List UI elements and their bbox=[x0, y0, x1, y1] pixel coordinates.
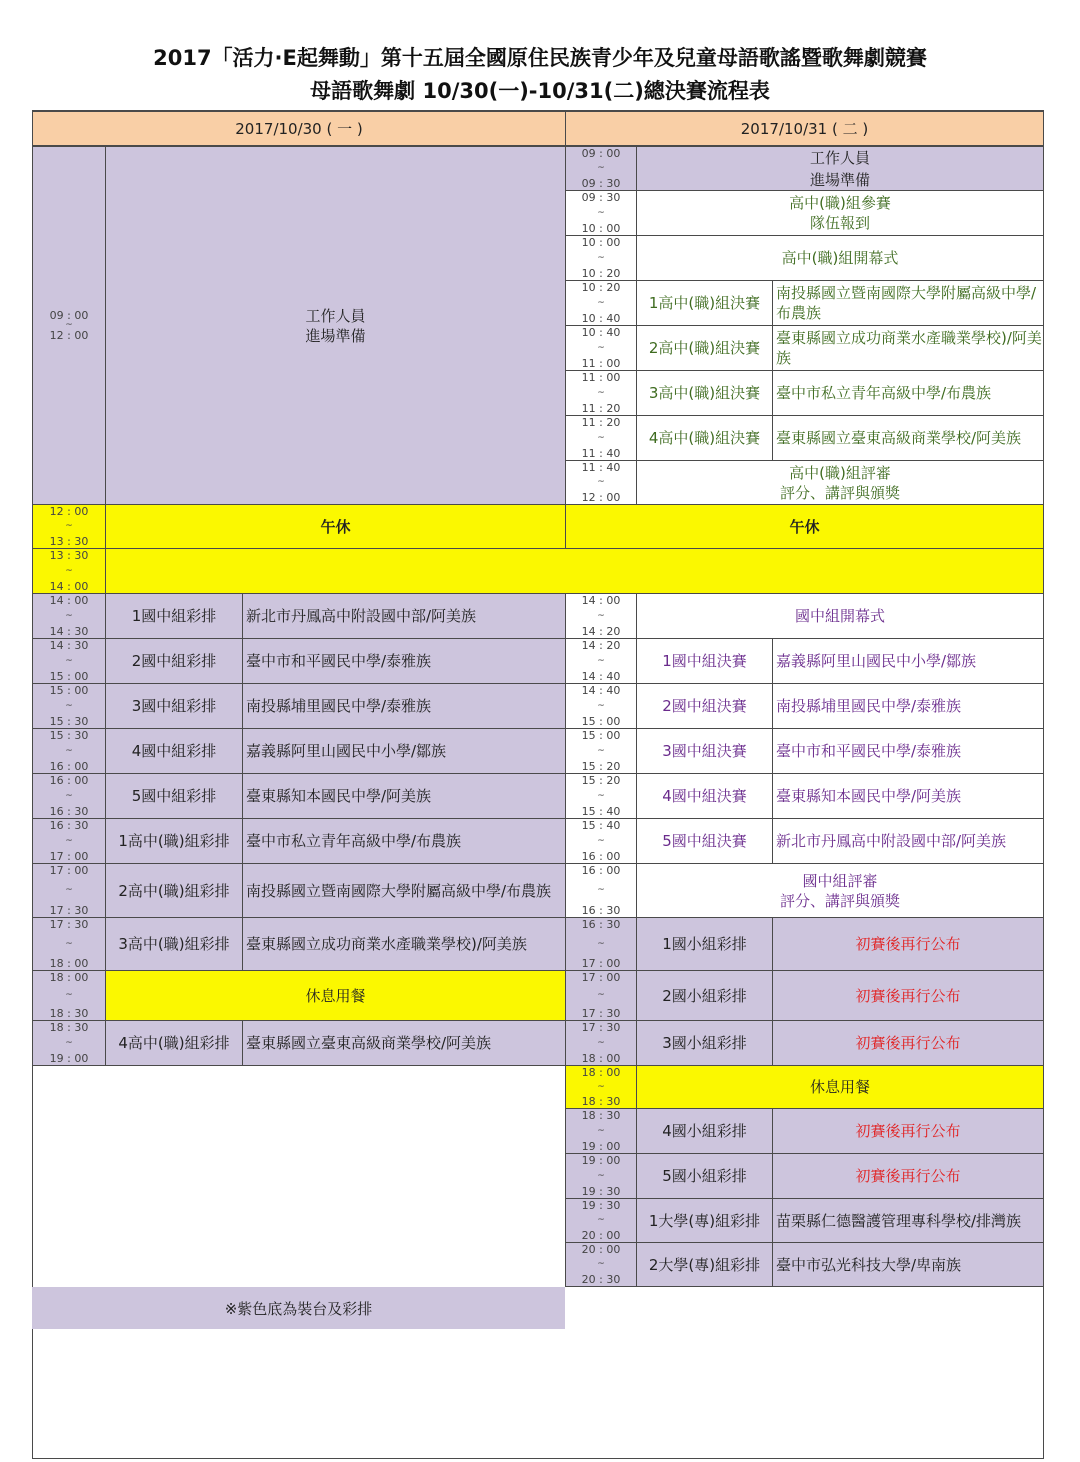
day2-jh-event bbox=[636, 818, 773, 864]
day2-es-team-line-1: 初賽後再行公布 bbox=[855, 935, 961, 953]
day1-last-event bbox=[105, 1020, 243, 1066]
day2-jh-team-line-1: 嘉義縣阿里山國民中小學/鄒族 bbox=[776, 652, 977, 670]
day1-row-team bbox=[242, 773, 566, 819]
day2-es-event bbox=[636, 1153, 773, 1199]
day2-jh-event-line-1: 3國中組決賽 bbox=[662, 742, 747, 760]
day1-row-event-line-1: 5國中組彩排 bbox=[131, 787, 217, 805]
time-tilde: ~ bbox=[65, 835, 73, 846]
day1-last-team bbox=[242, 1020, 566, 1066]
day2-jh-time bbox=[565, 638, 637, 684]
day2-staff-label bbox=[636, 146, 1044, 191]
day1-last-team-line-1: 臺東縣國立臺東高級商業學校/阿美族 bbox=[246, 1034, 492, 1052]
time-tilde: ~ bbox=[65, 938, 73, 949]
time-end: 16 : 30 bbox=[581, 904, 621, 917]
day2-jh-team-line-1: 臺東縣知本國民中學/阿美族 bbox=[776, 787, 962, 805]
day1-row-event-line-1: 3國中組彩排 bbox=[131, 697, 217, 715]
day2-es-time bbox=[565, 1020, 637, 1066]
time-tilde: ~ bbox=[65, 745, 73, 756]
day2-jh-opening-label-line-1: 國中組開幕式 bbox=[794, 607, 885, 625]
day1-row-event bbox=[105, 638, 243, 684]
day1-row-event-line-1: 4國中組彩排 bbox=[131, 742, 217, 760]
day2-hs-time bbox=[565, 325, 637, 371]
day2-staff-time bbox=[565, 146, 637, 191]
day1-row-team bbox=[242, 917, 566, 971]
day2-es-team bbox=[772, 1153, 1044, 1199]
time-tilde: ~ bbox=[597, 990, 605, 1000]
time-start: 18 : 00 bbox=[49, 971, 89, 984]
time-tilde: ~ bbox=[597, 655, 605, 666]
time-start: 11 : 20 bbox=[581, 416, 621, 429]
time-start: 09 : 00 bbox=[581, 147, 621, 160]
day2-jh-team bbox=[772, 638, 1044, 684]
day2-hs-team-line-1: 臺中市私立青年高級中學/布農族 bbox=[776, 384, 992, 402]
day2-es-team-line-1: 初賽後再行公布 bbox=[855, 1122, 961, 1140]
gap-time bbox=[32, 548, 106, 594]
time-start: 19 : 00 bbox=[581, 1154, 621, 1167]
day2-jh-event bbox=[636, 773, 773, 819]
time-end: 16 : 00 bbox=[49, 760, 89, 773]
time-start: 15 : 00 bbox=[49, 684, 89, 697]
day1-setup-label-line-2: 進場準備 bbox=[305, 326, 366, 345]
day1-row-team bbox=[242, 728, 566, 774]
day2-jh-event-line-1: 5國中組決賽 bbox=[662, 832, 747, 850]
time-start: 20 : 00 bbox=[581, 1243, 621, 1256]
day2-uni-event bbox=[636, 1198, 773, 1243]
day1-header: 2017/10/30 ( 一 ) bbox=[32, 111, 566, 146]
time-end: 15 : 00 bbox=[49, 670, 89, 683]
time-end: 09 : 30 bbox=[581, 177, 621, 190]
day2-jh-judge-label bbox=[636, 863, 1044, 918]
time-end: 12 : 00 bbox=[49, 329, 89, 342]
day2-jh-team bbox=[772, 728, 1044, 774]
time-tilde: ~ bbox=[597, 342, 605, 353]
day1-row-event bbox=[105, 593, 243, 639]
time-end: 15 : 00 bbox=[581, 715, 621, 728]
time-start: 17 : 30 bbox=[581, 1021, 621, 1034]
time-tilde: ~ bbox=[65, 655, 73, 666]
day2-es-event bbox=[636, 970, 773, 1021]
day1-row-time bbox=[32, 728, 106, 774]
day1-dinner-label-line-1: 休息用餐 bbox=[305, 986, 366, 1005]
page-subtitle: 母語歌舞劇 10/30(一)-10/31(二)總決賽流程表 bbox=[310, 79, 770, 103]
day2-hs-judge-time bbox=[565, 460, 637, 505]
day2-hs-event-line-1: 3高中(職)組決賽 bbox=[648, 384, 761, 402]
day1-row-event-line-1: 1國中組彩排 bbox=[131, 607, 217, 625]
day1-row-team bbox=[242, 638, 566, 684]
time-start: 14 : 20 bbox=[581, 639, 621, 652]
time-end: 17 : 00 bbox=[49, 850, 89, 863]
time-start: 13 : 30 bbox=[49, 549, 89, 562]
day2-jh-opening-label bbox=[636, 593, 1044, 639]
day2-hs-team bbox=[772, 370, 1044, 416]
day2-uni-event-line-1: 1大學(專)組彩排 bbox=[648, 1211, 761, 1230]
day2-jh-event-line-1: 2國中組決賽 bbox=[662, 697, 747, 715]
day1-row-event bbox=[105, 818, 243, 864]
day2-jh-judge-time bbox=[565, 863, 637, 918]
time-start: 15 : 20 bbox=[581, 774, 621, 787]
day1-row-team bbox=[242, 683, 566, 729]
day1-row-event bbox=[105, 683, 243, 729]
time-end: 18 : 00 bbox=[581, 1052, 621, 1065]
day2-hs-opening-time bbox=[565, 235, 637, 281]
time-start: 18 : 00 bbox=[581, 1066, 621, 1079]
day2-jh-event bbox=[636, 638, 773, 684]
time-start: 17 : 00 bbox=[49, 864, 89, 877]
day2-jh-team-line-1: 新北市丹鳳高中附設國中部/阿美族 bbox=[776, 832, 1007, 850]
time-tilde: ~ bbox=[597, 477, 605, 487]
time-end: 11 : 20 bbox=[581, 402, 621, 415]
day2-dinner-label-line-1: 休息用餐 bbox=[809, 1078, 870, 1096]
time-end: 15 : 30 bbox=[49, 715, 89, 728]
day1-row-time bbox=[32, 863, 106, 918]
time-tilde: ~ bbox=[597, 1081, 605, 1092]
day1-row-team-line-1: 臺中市和平國民中學/泰雅族 bbox=[246, 652, 432, 670]
time-start: 10 : 20 bbox=[581, 281, 621, 294]
day1-row-event-line-1: 2國中組彩排 bbox=[131, 652, 217, 670]
day2-es-team bbox=[772, 1020, 1044, 1066]
day1-row-time bbox=[32, 593, 106, 639]
day1-dinner-label bbox=[105, 970, 566, 1021]
time-end: 14 : 00 bbox=[49, 580, 89, 593]
day2-hs-team-line-1: 臺東縣國立成功商業水產職業學校)/阿美族 bbox=[776, 329, 1042, 367]
day1-row-team-line-1: 臺東縣知本國民中學/阿美族 bbox=[246, 787, 432, 805]
time-start: 14 : 30 bbox=[49, 639, 89, 652]
time-start: 12 : 00 bbox=[49, 505, 89, 518]
time-end: 14 : 40 bbox=[581, 670, 621, 683]
day1-row-event bbox=[105, 728, 243, 774]
day2-uni-team-line-1: 苗栗縣仁德醫護管理專科學校/排灣族 bbox=[776, 1211, 1022, 1230]
time-end: 18 : 30 bbox=[49, 1007, 89, 1020]
day1-row-team bbox=[242, 863, 566, 918]
time-start: 14 : 00 bbox=[581, 594, 621, 607]
day2-hs-team bbox=[772, 415, 1044, 461]
day2-hs-event bbox=[636, 280, 773, 326]
time-tilde: ~ bbox=[597, 835, 605, 846]
day2-dinner-time bbox=[565, 1065, 637, 1109]
time-end: 15 : 40 bbox=[581, 805, 621, 818]
day2-jh-team bbox=[772, 818, 1044, 864]
time-start: 11 : 00 bbox=[581, 371, 621, 384]
day2-checkin-label bbox=[636, 190, 1044, 236]
time-end: 20 : 00 bbox=[581, 1229, 621, 1242]
day2-es-time bbox=[565, 970, 637, 1021]
time-tilde: ~ bbox=[65, 790, 73, 801]
day2-es-time bbox=[565, 917, 637, 971]
time-start: 14 : 00 bbox=[49, 594, 89, 607]
day1-row-event-line-1: 3高中(職)組彩排 bbox=[118, 935, 230, 953]
time-tilde: ~ bbox=[597, 610, 605, 621]
day1-row-event bbox=[105, 773, 243, 819]
time-tilde: ~ bbox=[597, 207, 605, 218]
day2-es-team bbox=[772, 1108, 1044, 1154]
day2-es-event bbox=[636, 1108, 773, 1154]
day2-uni-team bbox=[772, 1198, 1044, 1243]
time-tilde: ~ bbox=[65, 565, 73, 576]
day2-uni-team-line-1: 臺中市弘光科技大學/卑南族 bbox=[776, 1255, 962, 1274]
day2-checkin-label-line-2: 隊伍報到 bbox=[809, 214, 870, 232]
day2-hs-team-line-1: 臺東縣國立臺東高級商業學校/阿美族 bbox=[776, 429, 1022, 447]
time-start: 18 : 30 bbox=[581, 1109, 621, 1122]
time-tilde: ~ bbox=[597, 1170, 605, 1181]
day2-es-time bbox=[565, 1108, 637, 1154]
day2-jh-team-line-1: 南投縣埔里國民中學/泰雅族 bbox=[776, 697, 962, 715]
day2-es-team-line-1: 初賽後再行公布 bbox=[855, 1034, 961, 1052]
time-start: 16 : 00 bbox=[581, 864, 621, 877]
day1-row-event-line-1: 1高中(職)組彩排 bbox=[118, 832, 230, 850]
day1-row-time bbox=[32, 683, 106, 729]
day1-row-event bbox=[105, 863, 243, 918]
time-end: 12 : 00 bbox=[581, 491, 621, 504]
day1-row-team-line-1: 臺東縣國立成功商業水產職業學校)/阿美族 bbox=[246, 935, 527, 953]
time-tilde: ~ bbox=[65, 320, 73, 330]
time-end: 20 : 30 bbox=[581, 1273, 621, 1286]
day2-jh-time bbox=[565, 728, 637, 774]
day2-hs-event-line-1: 1高中(職)組決賽 bbox=[648, 294, 761, 312]
time-tilde: ~ bbox=[65, 1037, 73, 1048]
day2-jh-judge-label-line-2: 評分、講評與頒獎 bbox=[779, 891, 900, 910]
day2-checkin-time bbox=[565, 190, 637, 236]
time-end: 15 : 20 bbox=[581, 760, 621, 773]
time-tilde: ~ bbox=[597, 1125, 605, 1136]
day2-jh-time bbox=[565, 773, 637, 819]
day2-hs-event bbox=[636, 370, 773, 416]
day2-hs-event bbox=[636, 415, 773, 461]
day2-hs-team bbox=[772, 280, 1044, 326]
day1-row-team bbox=[242, 818, 566, 864]
time-start: 09 : 30 bbox=[581, 191, 621, 204]
time-tilde: ~ bbox=[597, 1259, 605, 1269]
day1-setup-label bbox=[105, 146, 566, 505]
time-tilde: ~ bbox=[65, 885, 73, 895]
lunch-time bbox=[32, 504, 106, 549]
day2-header: 2017/10/31 ( 二 ) bbox=[565, 111, 1044, 146]
day2-jh-team bbox=[772, 773, 1044, 819]
time-end: 19 : 30 bbox=[581, 1185, 621, 1198]
day2-es-event-line-1: 2國小組彩排 bbox=[662, 986, 747, 1005]
time-end: 14 : 30 bbox=[49, 625, 89, 638]
day2-hs-judge-label bbox=[636, 460, 1044, 505]
day2-jh-event bbox=[636, 683, 773, 729]
day2-staff-label-line-2: 進場準備 bbox=[809, 170, 870, 189]
day1-row-event-line-1: 2高中(職)組彩排 bbox=[118, 881, 230, 900]
time-tilde: ~ bbox=[65, 700, 73, 711]
day2-es-event-line-1: 1國小組彩排 bbox=[662, 935, 747, 953]
day2-es-team-line-1: 初賽後再行公布 bbox=[855, 986, 961, 1005]
day2-es-team-line-1: 初賽後再行公布 bbox=[855, 1167, 961, 1185]
time-tilde: ~ bbox=[597, 938, 605, 949]
day2-es-event bbox=[636, 917, 773, 971]
time-end: 10 : 20 bbox=[581, 267, 621, 280]
day2-jh-time bbox=[565, 818, 637, 864]
gap-fill bbox=[105, 548, 1044, 594]
time-tilde: ~ bbox=[597, 1037, 605, 1048]
time-start: 16 : 00 bbox=[49, 774, 89, 787]
day1-row-time bbox=[32, 818, 106, 864]
day1-lunch-label-line-1: 午休 bbox=[320, 517, 351, 536]
day2-hs-opening-label-line-1: 高中(職)組開幕式 bbox=[781, 249, 899, 267]
time-start: 15 : 30 bbox=[49, 729, 89, 742]
day2-hs-judge-label-line-1: 高中(職)組評審 bbox=[789, 463, 891, 482]
time-end: 11 : 40 bbox=[581, 447, 621, 460]
time-end: 10 : 40 bbox=[581, 312, 621, 325]
day2-jh-event-line-1: 4國中組決賽 bbox=[662, 787, 747, 805]
day2-hs-time bbox=[565, 280, 637, 326]
time-start: 10 : 00 bbox=[581, 236, 621, 249]
time-tilde: ~ bbox=[597, 1215, 605, 1225]
time-start: 17 : 30 bbox=[49, 918, 89, 931]
day1-setup-time bbox=[32, 146, 106, 505]
day1-row-team-line-1: 臺中市私立青年高級中學/布農族 bbox=[246, 832, 462, 850]
time-start: 15 : 00 bbox=[581, 729, 621, 742]
time-start: 10 : 40 bbox=[581, 326, 621, 339]
legend-note: ※紫色底為裝台及彩排 bbox=[32, 1287, 565, 1329]
day2-hs-time bbox=[565, 370, 637, 416]
time-tilde: ~ bbox=[597, 790, 605, 801]
time-tilde: ~ bbox=[65, 990, 73, 1000]
time-tilde: ~ bbox=[597, 387, 605, 398]
time-tilde: ~ bbox=[597, 745, 605, 756]
time-start: 11 : 40 bbox=[581, 461, 621, 474]
day2-hs-opening-label bbox=[636, 235, 1044, 281]
time-start: 14 : 40 bbox=[581, 684, 621, 697]
time-end: 18 : 00 bbox=[49, 957, 89, 970]
time-start: 09 : 00 bbox=[49, 309, 89, 322]
day1-setup-label-line-1: 工作人員 bbox=[305, 306, 366, 325]
day1-row-team bbox=[242, 593, 566, 639]
time-end: 17 : 00 bbox=[581, 957, 621, 970]
time-start: 17 : 00 bbox=[581, 971, 621, 984]
time-end: 18 : 30 bbox=[581, 1095, 621, 1108]
day2-uni-event bbox=[636, 1242, 773, 1287]
day1-row-team-line-1: 嘉義縣阿里山國民中小學/鄒族 bbox=[246, 742, 447, 760]
day2-es-time bbox=[565, 1153, 637, 1199]
time-end: 13 : 30 bbox=[49, 535, 89, 548]
day2-dinner-label bbox=[636, 1065, 1044, 1109]
time-tilde: ~ bbox=[597, 252, 605, 263]
time-end: 19 : 00 bbox=[49, 1052, 89, 1065]
time-end: 16 : 30 bbox=[49, 805, 89, 818]
time-tilde: ~ bbox=[65, 610, 73, 621]
day1-last-time bbox=[32, 1020, 106, 1066]
day2-es-event-line-1: 3國小組彩排 bbox=[662, 1034, 747, 1052]
time-start: 15 : 40 bbox=[581, 819, 621, 832]
day1-row-team-line-1: 新北市丹鳳高中附設國中部/阿美族 bbox=[246, 607, 477, 625]
time-tilde: ~ bbox=[597, 432, 605, 443]
time-start: 19 : 30 bbox=[581, 1199, 621, 1212]
time-end: 17 : 30 bbox=[49, 904, 89, 917]
day2-hs-judge-label-line-2: 評分、講評與頒獎 bbox=[779, 483, 900, 502]
day2-uni-time bbox=[565, 1198, 637, 1243]
day2-uni-time bbox=[565, 1242, 637, 1287]
day2-jh-team-line-1: 臺中市和平國民中學/泰雅族 bbox=[776, 742, 962, 760]
day1-row-event bbox=[105, 917, 243, 971]
time-tilde: ~ bbox=[597, 163, 605, 173]
day2-hs-event-line-1: 4高中(職)組決賽 bbox=[648, 429, 761, 447]
day1-lunch-label bbox=[105, 504, 566, 549]
page-title: 2017「活力·E起舞動」第十五屆全國原住民族青少年及兒童母語歌謠暨歌舞劇競賽 bbox=[153, 46, 927, 70]
time-end: 16 : 00 bbox=[581, 850, 621, 863]
day2-hs-team bbox=[772, 325, 1044, 371]
day2-es-event bbox=[636, 1020, 773, 1066]
day1-row-time bbox=[32, 773, 106, 819]
day2-hs-team-line-1: 南投縣國立暨南國際大學附屬高級中學/布農族 bbox=[776, 284, 1037, 322]
day1-dinner-time bbox=[32, 970, 106, 1021]
day2-jh-event-line-1: 1國中組決賽 bbox=[662, 652, 747, 670]
day2-jh-team bbox=[772, 683, 1044, 729]
day2-staff-label-line-1: 工作人員 bbox=[809, 148, 870, 167]
time-tilde: ~ bbox=[597, 297, 605, 308]
day1-row-team-line-1: 南投縣國立暨南國際大學附屬高級中學/布農族 bbox=[246, 881, 552, 900]
day2-es-event-line-1: 4國小組彩排 bbox=[662, 1122, 747, 1140]
time-tilde: ~ bbox=[65, 521, 73, 531]
time-tilde: ~ bbox=[597, 700, 605, 711]
time-end: 11 : 00 bbox=[581, 357, 621, 370]
day2-jh-opening-time bbox=[565, 593, 637, 639]
day1-row-time bbox=[32, 917, 106, 971]
day2-es-event-line-1: 5國小組彩排 bbox=[662, 1167, 747, 1185]
time-tilde: ~ bbox=[597, 885, 605, 895]
day2-es-team bbox=[772, 970, 1044, 1021]
day2-jh-time bbox=[565, 683, 637, 729]
time-end: 14 : 20 bbox=[581, 625, 621, 638]
day2-hs-event-line-1: 2高中(職)組決賽 bbox=[648, 339, 761, 357]
day2-uni-team bbox=[772, 1242, 1044, 1287]
time-end: 19 : 00 bbox=[581, 1140, 621, 1153]
time-start: 18 : 30 bbox=[49, 1021, 89, 1034]
time-start: 16 : 30 bbox=[49, 819, 89, 832]
day2-checkin-label-line-1: 高中(職)組參賽 bbox=[789, 194, 891, 212]
time-start: 16 : 30 bbox=[581, 918, 621, 931]
day2-lunch-label-line-1: 午休 bbox=[789, 517, 820, 536]
day1-last-event-line-1: 4高中(職)組彩排 bbox=[118, 1034, 230, 1052]
day1-row-team-line-1: 南投縣埔里國民中學/泰雅族 bbox=[246, 697, 432, 715]
day2-jh-event bbox=[636, 728, 773, 774]
day2-hs-event bbox=[636, 325, 773, 371]
time-end: 17 : 30 bbox=[581, 1007, 621, 1020]
day2-es-team bbox=[772, 917, 1044, 971]
day2-uni-event-line-1: 2大學(專)組彩排 bbox=[648, 1255, 761, 1274]
day2-jh-judge-label-line-1: 國中組評審 bbox=[802, 871, 878, 890]
day2-lunch-label bbox=[565, 504, 1044, 549]
day1-row-time bbox=[32, 638, 106, 684]
time-end: 10 : 00 bbox=[581, 222, 621, 235]
day2-hs-time bbox=[565, 415, 637, 461]
